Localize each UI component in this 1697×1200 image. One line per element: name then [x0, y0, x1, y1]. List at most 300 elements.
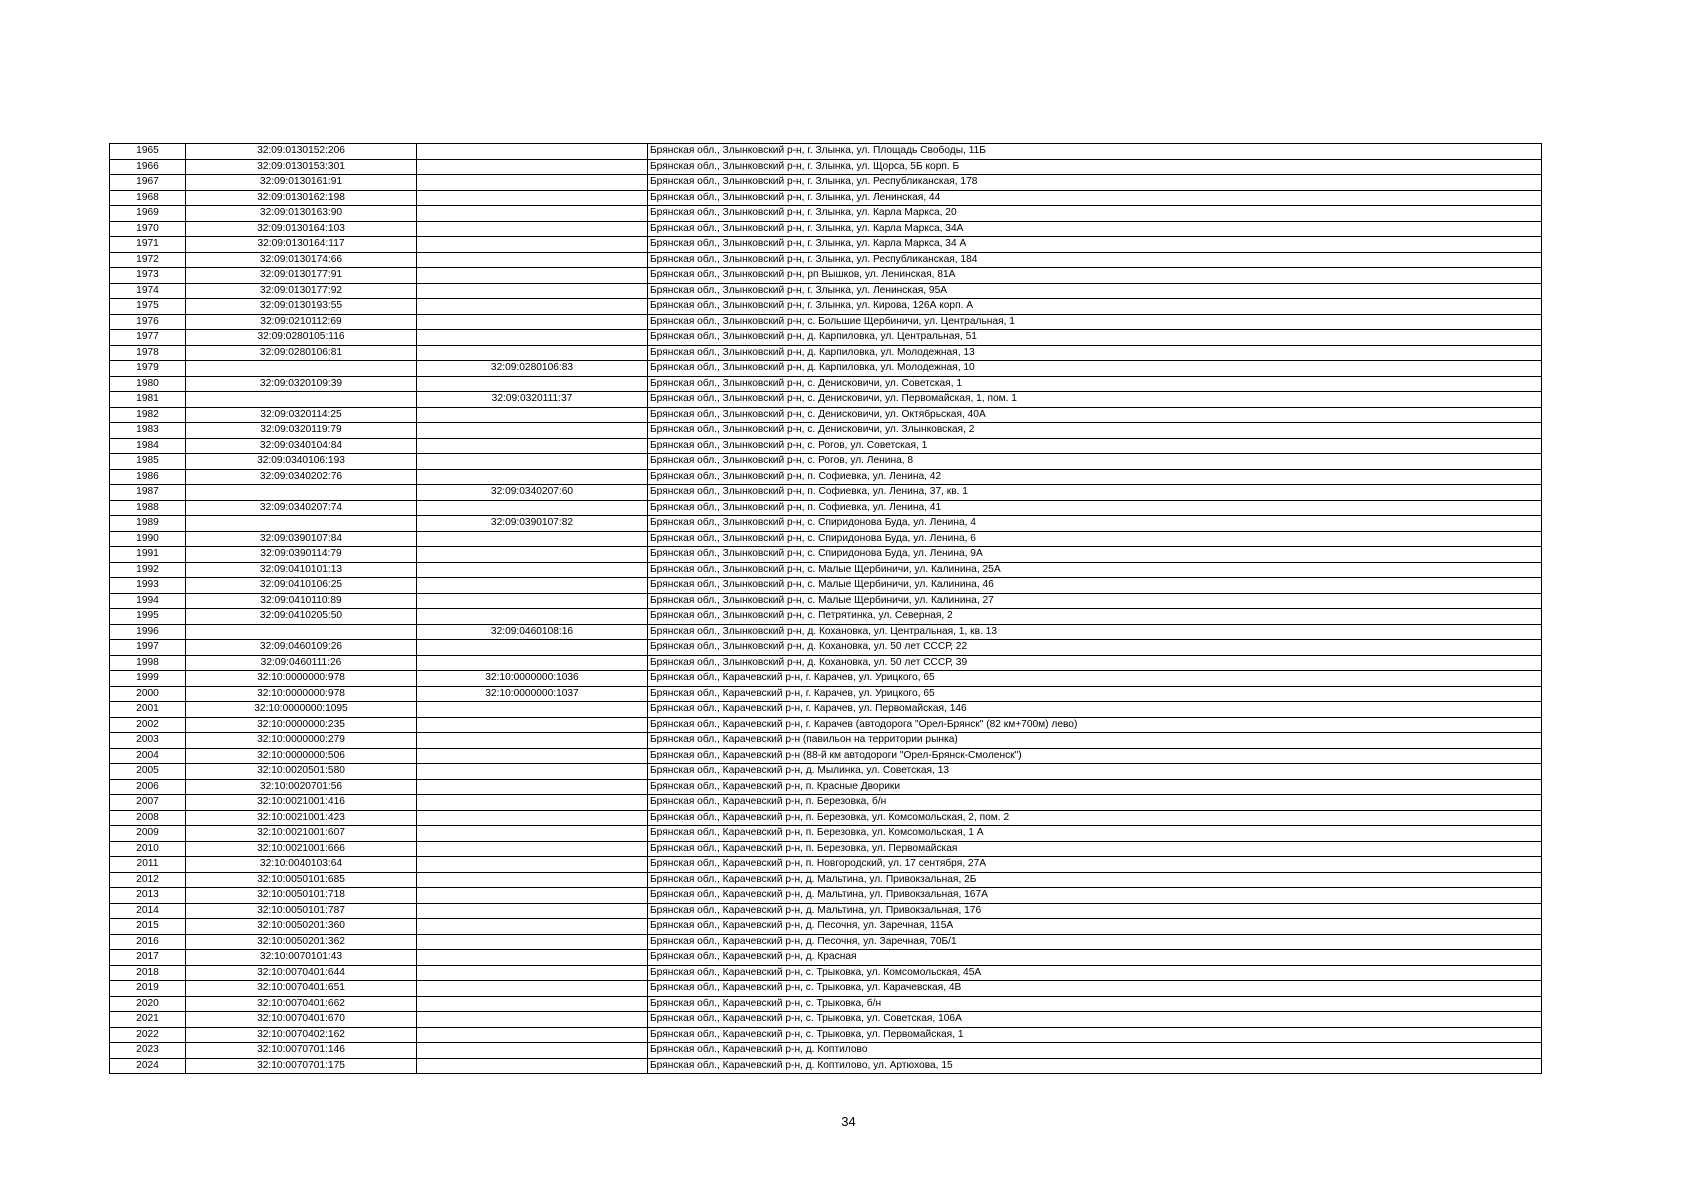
premises-cadastral-number-cell: 32:09:0280106:83 [417, 361, 648, 377]
row-number-cell: 2006 [110, 779, 186, 795]
table-row [110, 950, 1542, 966]
cadastral-number-cell: 32:10:0000000:279 [186, 733, 417, 749]
table-row [110, 330, 1542, 346]
premises-cadastral-number-cell [417, 175, 648, 191]
row-number-cell: 2010 [110, 841, 186, 857]
table-row [110, 190, 1542, 206]
address-cell: Брянская обл., Злынковский р-н, с. Спиридонова Буда, ул. Ленина, 6 [648, 531, 1542, 547]
table-row [110, 919, 1542, 935]
row-number-cell: 1995 [110, 609, 186, 625]
address-cell: Брянская обл., Злынковский р-н, с. Спиридонова Буда, ул. Ленина, 4 [648, 516, 1542, 532]
table-row [110, 299, 1542, 315]
premises-cadastral-number-cell: 32:09:0340207:60 [417, 485, 648, 501]
address-cell: Брянская обл., Злынковский р-н, г. Злынка, ул. Карла Маркса, 34А [648, 221, 1542, 237]
row-number-cell: 2011 [110, 857, 186, 873]
address-cell: Брянская обл., Злынковский р-н, с. Рогов, ул. Советская, 1 [648, 438, 1542, 454]
table-row [110, 593, 1542, 609]
address-cell: Брянская обл., Злынковский р-н, д. Карпиловка, ул. Молодежная, 13 [648, 345, 1542, 361]
premises-cadastral-number-cell [417, 562, 648, 578]
cadastral-number-cell: 32:09:0130193:55 [186, 299, 417, 315]
address-cell: Брянская обл., Карачевский р-н (павильон на территории рынка) [648, 733, 1542, 749]
address-cell: Брянская обл., Карачевский р-н, д. Красная [648, 950, 1542, 966]
premises-cadastral-number-cell [417, 438, 648, 454]
cadastral-number-cell: 32:10:0021001:607 [186, 826, 417, 842]
cadastral-number-cell: 32:10:0050101:685 [186, 872, 417, 888]
table-row [110, 826, 1542, 842]
premises-cadastral-number-cell [417, 609, 648, 625]
table-row [110, 454, 1542, 470]
table-row [110, 314, 1542, 330]
cadastral-number-cell: 32:09:0130164:117 [186, 237, 417, 253]
row-number-cell: 2001 [110, 702, 186, 718]
address-cell: Брянская обл., Злынковский р-н, п. Софиевка, ул. Ленина, 37, кв. 1 [648, 485, 1542, 501]
premises-cadastral-number-cell [417, 423, 648, 439]
address-cell: Брянская обл., Злынковский р-н, с. Малые Щербиничи, ул. Калинина, 27 [648, 593, 1542, 609]
premises-cadastral-number-cell [417, 919, 648, 935]
row-number-cell: 2009 [110, 826, 186, 842]
row-number-cell: 1975 [110, 299, 186, 315]
table-row [110, 206, 1542, 222]
premises-cadastral-number-cell [417, 934, 648, 950]
address-cell: Брянская обл., Карачевский р-н, д. Песочня, ул. Заречная, 70Б/1 [648, 934, 1542, 950]
premises-cadastral-number-cell [417, 1027, 648, 1043]
cadastral-number-cell: 32:09:0280105:116 [186, 330, 417, 346]
premises-cadastral-number-cell [417, 268, 648, 284]
cadastral-number-cell: 32:09:0390114:79 [186, 547, 417, 563]
table-row [110, 562, 1542, 578]
table-row [110, 252, 1542, 268]
premises-cadastral-number-cell [417, 345, 648, 361]
cadastral-number-cell: 32:10:0050101:718 [186, 888, 417, 904]
premises-cadastral-number-cell [417, 841, 648, 857]
address-cell: Брянская обл., Злынковский р-н, с. Денисковичи, ул. Советская, 1 [648, 376, 1542, 392]
address-cell: Брянская обл., Злынковский р-н, с. Малые Щербиничи, ул. Калинина, 46 [648, 578, 1542, 594]
row-number-cell: 1999 [110, 671, 186, 687]
cadastral-number-cell: 32:10:0000000:978 [186, 686, 417, 702]
table-row [110, 717, 1542, 733]
row-number-cell: 1987 [110, 485, 186, 501]
row-number-cell: 1980 [110, 376, 186, 392]
premises-cadastral-number-cell [417, 965, 648, 981]
cadastral-number-cell [186, 516, 417, 532]
cadastral-number-cell: 32:09:0320119:79 [186, 423, 417, 439]
address-cell: Брянская обл., Карачевский р-н, г. Карачев (автодорога "Орел-Брянск" (82 км+700м) лево) [648, 717, 1542, 733]
address-cell: Брянская обл., Злынковский р-н, г. Злынка, ул. Ленинская, 44 [648, 190, 1542, 206]
cadastral-number-cell: 32:09:0130153:301 [186, 159, 417, 175]
row-number-cell: 2014 [110, 903, 186, 919]
cadastral-number-cell: 32:09:0410101:13 [186, 562, 417, 578]
row-number-cell: 1979 [110, 361, 186, 377]
premises-cadastral-number-cell [417, 252, 648, 268]
premises-cadastral-number-cell [417, 190, 648, 206]
cadastral-number-cell: 32:09:0210112:69 [186, 314, 417, 330]
cadastral-number-cell: 32:10:0021001:666 [186, 841, 417, 857]
address-cell: Брянская обл., Злынковский р-н, с. Малые Щербиничи, ул. Калинина, 25А [648, 562, 1542, 578]
address-cell: Брянская обл., Злынковский р-н, г. Злынка, ул. Щорса, 5Б корп. Б [648, 159, 1542, 175]
address-cell: Брянская обл., Злынковский р-н, г. Злынка, ул. Площадь Свободы, 11Б [648, 144, 1542, 160]
table-row [110, 872, 1542, 888]
address-cell: Брянская обл., Злынковский р-н, г. Злынка, ул. Республиканская, 184 [648, 252, 1542, 268]
row-number-cell: 1994 [110, 593, 186, 609]
row-number-cell: 1967 [110, 175, 186, 191]
table-row [110, 795, 1542, 811]
cadastral-number-cell [186, 624, 417, 640]
premises-cadastral-number-cell: 32:09:0460108:16 [417, 624, 648, 640]
address-cell: Брянская обл., Злынковский р-н, г. Злынка, ул. Ленинская, 95А [648, 283, 1542, 299]
cadastral-number-cell: 32:10:0050201:362 [186, 934, 417, 950]
address-cell: Брянская обл., Карачевский р-н, с. Трыковка, ул. Советская, 106А [648, 1012, 1542, 1028]
table-row [110, 810, 1542, 826]
cadastral-number-cell: 32:09:0410106:25 [186, 578, 417, 594]
row-number-cell: 2003 [110, 733, 186, 749]
address-cell: Брянская обл., Карачевский р-н, п. Березовка, б/н [648, 795, 1542, 811]
row-number-cell: 2021 [110, 1012, 186, 1028]
table-row [110, 1058, 1542, 1074]
premises-cadastral-number-cell [417, 578, 648, 594]
table-row [110, 578, 1542, 594]
premises-cadastral-number-cell [417, 593, 648, 609]
row-number-cell: 1968 [110, 190, 186, 206]
premises-cadastral-number-cell: 32:09:0320111:37 [417, 392, 648, 408]
address-cell: Брянская обл., Карачевский р-н, с. Трыковка, ул. Первомайская, 1 [648, 1027, 1542, 1043]
cadastral-number-cell: 32:09:0340207:74 [186, 500, 417, 516]
address-cell: Брянская обл., Карачевский р-н, с. Трыковка, ул. Комсомольская, 45А [648, 965, 1542, 981]
table-row [110, 361, 1542, 377]
table-row [110, 144, 1542, 160]
premises-cadastral-number-cell [417, 857, 648, 873]
property-table-body [110, 144, 1542, 1074]
premises-cadastral-number-cell [417, 733, 648, 749]
cadastral-number-cell: 32:09:0410110:89 [186, 593, 417, 609]
address-cell: Брянская обл., Карачевский р-н, с. Трыковка, ул. Карачевская, 4В [648, 981, 1542, 997]
premises-cadastral-number-cell [417, 454, 648, 470]
premises-cadastral-number-cell [417, 376, 648, 392]
row-number-cell: 2008 [110, 810, 186, 826]
row-number-cell: 1988 [110, 500, 186, 516]
row-number-cell: 2022 [110, 1027, 186, 1043]
cadastral-number-cell: 32:09:0460109:26 [186, 640, 417, 656]
table-row [110, 965, 1542, 981]
cadastral-number-cell: 32:10:0070701:175 [186, 1058, 417, 1074]
premises-cadastral-number-cell [417, 764, 648, 780]
premises-cadastral-number-cell: 32:09:0390107:82 [417, 516, 648, 532]
row-number-cell: 1965 [110, 144, 186, 160]
table-row [110, 1043, 1542, 1059]
table-row [110, 841, 1542, 857]
row-number-cell: 1977 [110, 330, 186, 346]
cadastral-number-cell: 32:10:0070101:43 [186, 950, 417, 966]
cadastral-number-cell: 32:10:0000000:506 [186, 748, 417, 764]
table-row [110, 237, 1542, 253]
row-number-cell: 1985 [110, 454, 186, 470]
cadastral-number-cell: 32:10:0021001:416 [186, 795, 417, 811]
cadastral-number-cell: 32:10:0050101:787 [186, 903, 417, 919]
row-number-cell: 2018 [110, 965, 186, 981]
table-row [110, 624, 1542, 640]
cadastral-number-cell: 32:10:0070401:670 [186, 1012, 417, 1028]
row-number-cell: 2024 [110, 1058, 186, 1074]
row-number-cell: 1973 [110, 268, 186, 284]
cadastral-number-cell: 32:10:0020701:56 [186, 779, 417, 795]
address-cell: Брянская обл., Злынковский р-н, с. Денисковичи, ул. Октябрьская, 40А [648, 407, 1542, 423]
page-number: 34 [841, 1114, 856, 1129]
cadastral-number-cell: 32:09:0280106:81 [186, 345, 417, 361]
premises-cadastral-number-cell [417, 1058, 648, 1074]
address-cell: Брянская обл., Карачевский р-н, г. Карачев, ул. Урицкого, 65 [648, 671, 1542, 687]
row-number-cell: 1972 [110, 252, 186, 268]
row-number-cell: 2013 [110, 888, 186, 904]
table-row [110, 609, 1542, 625]
address-cell: Брянская обл., Злынковский р-н, д. Карпиловка, ул. Молодежная, 10 [648, 361, 1542, 377]
address-cell: Брянская обл., Злынковский р-н, п. Софиевка, ул. Ленина, 42 [648, 469, 1542, 485]
cadastral-number-cell: 32:09:0320109:39 [186, 376, 417, 392]
row-number-cell: 2007 [110, 795, 186, 811]
address-cell: Брянская обл., Карачевский р-н, п. Березовка, ул. Комсомольская, 2, пом. 2 [648, 810, 1542, 826]
table-row [110, 671, 1542, 687]
premises-cadastral-number-cell [417, 299, 648, 315]
table-row [110, 1012, 1542, 1028]
table-row [110, 345, 1542, 361]
premises-cadastral-number-cell: 32:10:0000000:1036 [417, 671, 648, 687]
row-number-cell: 1997 [110, 640, 186, 656]
address-cell: Брянская обл., Злынковский р-н, с. Петрятинка, ул. Северная, 2 [648, 609, 1542, 625]
row-number-cell: 1984 [110, 438, 186, 454]
premises-cadastral-number-cell [417, 547, 648, 563]
address-cell: Брянская обл., Злынковский р-н, с. Денисковичи, ул. Злынковская, 2 [648, 423, 1542, 439]
cadastral-number-cell: 32:10:0020501:580 [186, 764, 417, 780]
premises-cadastral-number-cell [417, 640, 648, 656]
premises-cadastral-number-cell [417, 950, 648, 966]
table-row [110, 516, 1542, 532]
cadastral-number-cell [186, 361, 417, 377]
address-cell: Брянская обл., Карачевский р-н, п. Красные Дворики [648, 779, 1542, 795]
table-row [110, 934, 1542, 950]
address-cell: Брянская обл., Карачевский р-н, д. Мылинка, ул. Советская, 13 [648, 764, 1542, 780]
cadastral-number-cell: 32:09:0340106:193 [186, 454, 417, 470]
cadastral-number-cell: 32:09:0130162:198 [186, 190, 417, 206]
row-number-cell: 2020 [110, 996, 186, 1012]
cadastral-number-cell: 32:10:0050201:360 [186, 919, 417, 935]
address-cell: Брянская обл., Злынковский р-н, рп Вышков, ул. Ленинская, 81А [648, 268, 1542, 284]
premises-cadastral-number-cell [417, 826, 648, 842]
premises-cadastral-number-cell [417, 795, 648, 811]
table-row [110, 888, 1542, 904]
cadastral-number-cell: 32:10:0070701:146 [186, 1043, 417, 1059]
address-cell: Брянская обл., Карачевский р-н (88-й км автодороги "Орел-Брянск-Смоленск") [648, 748, 1542, 764]
address-cell: Брянская обл., Карачевский р-н, п. Березовка, ул. Первомайская [648, 841, 1542, 857]
row-number-cell: 1981 [110, 392, 186, 408]
row-number-cell: 2012 [110, 872, 186, 888]
cadastral-number-cell: 32:09:0130177:92 [186, 283, 417, 299]
table-row [110, 159, 1542, 175]
premises-cadastral-number-cell [417, 221, 648, 237]
address-cell: Брянская обл., Карачевский р-н, г. Карачев, ул. Урицкого, 65 [648, 686, 1542, 702]
row-number-cell: 1991 [110, 547, 186, 563]
address-cell: Брянская обл., Злынковский р-н, с. Рогов, ул. Ленина, 8 [648, 454, 1542, 470]
row-number-cell: 1978 [110, 345, 186, 361]
premises-cadastral-number-cell [417, 810, 648, 826]
table-row [110, 764, 1542, 780]
table-row [110, 423, 1542, 439]
address-cell: Брянская обл., Карачевский р-н, д. Мальтина, ул. Привокзальная, 167А [648, 888, 1542, 904]
table-row [110, 438, 1542, 454]
premises-cadastral-number-cell [417, 206, 648, 222]
row-number-cell: 1989 [110, 516, 186, 532]
row-number-cell: 1992 [110, 562, 186, 578]
cadastral-number-cell: 32:09:0130174:66 [186, 252, 417, 268]
cadastral-number-cell: 32:09:0410205:50 [186, 609, 417, 625]
address-cell: Брянская обл., Злынковский р-н, д. Кохановка, ул. 50 лет СССР, 22 [648, 640, 1542, 656]
cadastral-number-cell: 32:10:0000000:1095 [186, 702, 417, 718]
premises-cadastral-number-cell [417, 779, 648, 795]
premises-cadastral-number-cell: 32:10:0000000:1037 [417, 686, 648, 702]
table-row [110, 392, 1542, 408]
premises-cadastral-number-cell [417, 531, 648, 547]
property-table [109, 143, 1542, 1074]
cadastral-number-cell: 32:09:0340104:84 [186, 438, 417, 454]
table-row [110, 547, 1542, 563]
cadastral-number-cell: 32:09:0340202:76 [186, 469, 417, 485]
cadastral-number-cell: 32:09:0130164:103 [186, 221, 417, 237]
row-number-cell: 1996 [110, 624, 186, 640]
row-number-cell: 1983 [110, 423, 186, 439]
address-cell: Брянская обл., Злынковский р-н, г. Злынка, ул. Республиканская, 178 [648, 175, 1542, 191]
table-row [110, 779, 1542, 795]
table-row [110, 268, 1542, 284]
premises-cadastral-number-cell [417, 748, 648, 764]
row-number-cell: 1969 [110, 206, 186, 222]
table-row [110, 500, 1542, 516]
address-cell: Брянская обл., Злынковский р-н, д. Кохановка, ул. Центральная, 1, кв. 13 [648, 624, 1542, 640]
premises-cadastral-number-cell [417, 981, 648, 997]
premises-cadastral-number-cell [417, 996, 648, 1012]
premises-cadastral-number-cell [417, 888, 648, 904]
premises-cadastral-number-cell [417, 314, 648, 330]
row-number-cell: 2005 [110, 764, 186, 780]
row-number-cell: 1993 [110, 578, 186, 594]
premises-cadastral-number-cell [417, 237, 648, 253]
row-number-cell: 1990 [110, 531, 186, 547]
address-cell: Брянская обл., Карачевский р-н, д. Коптилово, ул. Артюхова, 15 [648, 1058, 1542, 1074]
table-row [110, 702, 1542, 718]
table-row [110, 221, 1542, 237]
cadastral-number-cell: 32:10:0000000:978 [186, 671, 417, 687]
premises-cadastral-number-cell [417, 283, 648, 299]
row-number-cell: 2002 [110, 717, 186, 733]
cadastral-number-cell: 32:10:0021001:423 [186, 810, 417, 826]
premises-cadastral-number-cell [417, 1043, 648, 1059]
row-number-cell: 1998 [110, 655, 186, 671]
table-row [110, 376, 1542, 392]
premises-cadastral-number-cell [417, 903, 648, 919]
premises-cadastral-number-cell [417, 144, 648, 160]
cadastral-number-cell: 32:10:0070401:644 [186, 965, 417, 981]
table-row [110, 857, 1542, 873]
premises-cadastral-number-cell [417, 500, 648, 516]
table-row [110, 485, 1542, 501]
table-row [110, 469, 1542, 485]
table-row [110, 175, 1542, 191]
table-row [110, 655, 1542, 671]
cadastral-number-cell: 32:10:0070401:651 [186, 981, 417, 997]
table-row [110, 903, 1542, 919]
cadastral-number-cell: 32:09:0320114:25 [186, 407, 417, 423]
cadastral-number-cell: 32:09:0130163:90 [186, 206, 417, 222]
table-row [110, 748, 1542, 764]
table-row [110, 531, 1542, 547]
row-number-cell: 2000 [110, 686, 186, 702]
premises-cadastral-number-cell [417, 702, 648, 718]
premises-cadastral-number-cell [417, 159, 648, 175]
row-number-cell: 2023 [110, 1043, 186, 1059]
premises-cadastral-number-cell [417, 407, 648, 423]
address-cell: Брянская обл., Карачевский р-н, г. Карачев, ул. Первомайская, 146 [648, 702, 1542, 718]
row-number-cell: 1966 [110, 159, 186, 175]
row-number-cell: 2004 [110, 748, 186, 764]
row-number-cell: 1970 [110, 221, 186, 237]
row-number-cell: 1971 [110, 237, 186, 253]
cadastral-number-cell [186, 392, 417, 408]
cadastral-number-cell: 32:09:0460111:26 [186, 655, 417, 671]
address-cell: Брянская обл., Злынковский р-н, д. Кохановка, ул. 50 лет СССР, 39 [648, 655, 1542, 671]
premises-cadastral-number-cell [417, 717, 648, 733]
premises-cadastral-number-cell [417, 655, 648, 671]
table-row [110, 686, 1542, 702]
address-cell: Брянская обл., Карачевский р-н, д. Песочня, ул. Заречная, 115А [648, 919, 1542, 935]
row-number-cell: 1976 [110, 314, 186, 330]
address-cell: Брянская обл., Злынковский р-н, д. Карпиловка, ул. Центральная, 51 [648, 330, 1542, 346]
row-number-cell: 1986 [110, 469, 186, 485]
address-cell: Брянская обл., Злынковский р-н, г. Злынка, ул. Кирова, 126А корп. А [648, 299, 1542, 315]
premises-cadastral-number-cell [417, 469, 648, 485]
address-cell: Брянская обл., Карачевский р-н, д. Мальтина, ул. Привокзальная, 2Б [648, 872, 1542, 888]
cadastral-number-cell: 32:09:0130152:206 [186, 144, 417, 160]
cadastral-number-cell: 32:10:0000000:235 [186, 717, 417, 733]
table-row [110, 733, 1542, 749]
row-number-cell: 2019 [110, 981, 186, 997]
row-number-cell: 1974 [110, 283, 186, 299]
cadastral-number-cell: 32:09:0130177:91 [186, 268, 417, 284]
address-cell: Брянская обл., Злынковский р-н, с. Денисковичи, ул. Первомайская, 1, пом. 1 [648, 392, 1542, 408]
table-row [110, 996, 1542, 1012]
address-cell: Брянская обл., Злынковский р-н, с. Спиридонова Буда, ул. Ленина, 9А [648, 547, 1542, 563]
cadastral-number-cell: 32:10:0070402:162 [186, 1027, 417, 1043]
row-number-cell: 2015 [110, 919, 186, 935]
table-row [110, 1027, 1542, 1043]
row-number-cell: 2016 [110, 934, 186, 950]
table-row [110, 981, 1542, 997]
address-cell: Брянская обл., Карачевский р-н, п. Новгородский, ул. 17 сентября, 27А [648, 857, 1542, 873]
address-cell: Брянская обл., Злынковский р-н, г. Злынка, ул. Карла Маркса, 20 [648, 206, 1542, 222]
table-row [110, 407, 1542, 423]
address-cell: Брянская обл., Карачевский р-н, с. Трыковка, б/н [648, 996, 1542, 1012]
address-cell: Брянская обл., Злынковский р-н, п. Софиевка, ул. Ленина, 41 [648, 500, 1542, 516]
cadastral-number-cell [186, 485, 417, 501]
cadastral-number-cell: 32:10:0070401:662 [186, 996, 417, 1012]
premises-cadastral-number-cell [417, 1012, 648, 1028]
premises-cadastral-number-cell [417, 872, 648, 888]
cadastral-number-cell: 32:09:0390107:84 [186, 531, 417, 547]
row-number-cell: 1982 [110, 407, 186, 423]
premises-cadastral-number-cell [417, 330, 648, 346]
table-row [110, 640, 1542, 656]
address-cell: Брянская обл., Злынковский р-н, г. Злынка, ул. Карла Маркса, 34 А [648, 237, 1542, 253]
cadastral-number-cell: 32:09:0130161:91 [186, 175, 417, 191]
address-cell: Брянская обл., Карачевский р-н, п. Березовка, ул. Комсомольская, 1 А [648, 826, 1542, 842]
address-cell: Брянская обл., Карачевский р-н, д. Коптилово [648, 1043, 1542, 1059]
table-row [110, 283, 1542, 299]
row-number-cell: 2017 [110, 950, 186, 966]
